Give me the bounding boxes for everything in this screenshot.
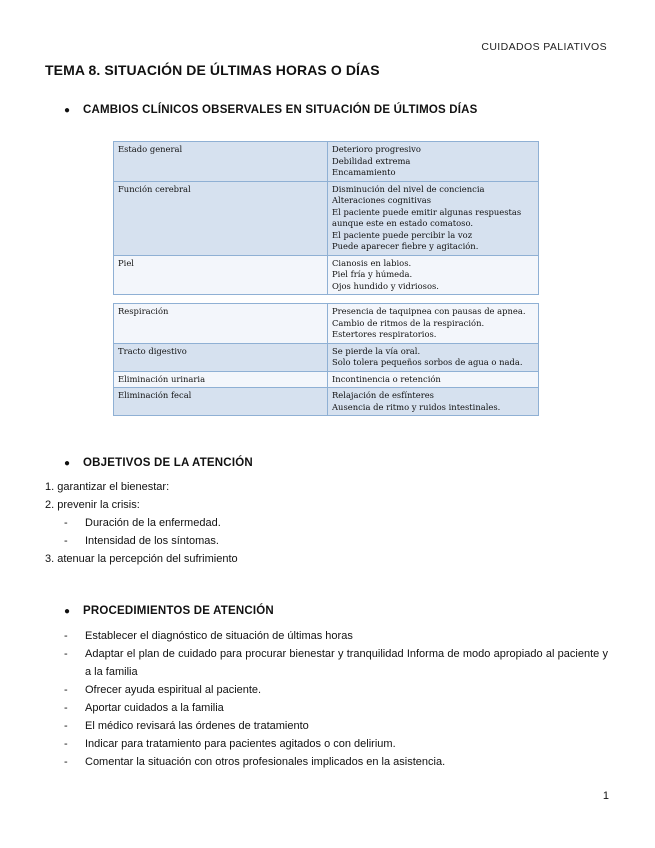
list-item [0,717,608,735]
table-value-line: Cambio de ritmos de la respiración. [332,317,485,328]
table-value-line: aunque este en estado comatoso. [332,218,474,228]
dash-bullet: - [64,738,68,750]
list-item [0,645,608,681]
sub-item-text: Duración de la enfermedad. [85,517,221,529]
table-row [114,343,539,371]
objectives-list [0,478,238,568]
dash-bullet: - [64,684,68,696]
table-value-cell [328,343,539,371]
list-item-text: prevenir la crisis: [57,499,140,511]
table-key-cell: Estado general [114,142,328,182]
bullet-icon: ● [64,105,71,116]
list-item [0,627,608,645]
clinical-changes-table-2 [113,303,539,416]
dash-bullet: - [64,702,68,714]
table-key-cell: Eliminación urinaria [114,371,328,388]
sub-item-text: Intensidad de los síntomas. [85,535,219,547]
table-value-cell [328,388,539,416]
table-value-line: Presencia de taquipnea con pausas de apnea. [332,306,526,316]
list-number: 1. [45,481,55,493]
list-item-text: Establecer el diagnóstico de situación de últimas horas [85,630,353,642]
table-row [114,371,539,388]
list-item-text: Adaptar el plan de cuidado para procurar bienestar y tranquilidad Informa de modo apropiado al paciente y a la familia [85,648,608,678]
list-item-text: El médico revisará las órdenes de tratamiento [85,720,309,732]
dash-bullet: - [64,535,68,547]
table-value-line: Piel fría y húmeda. [332,269,413,279]
section-heading-procedimientos [64,605,274,617]
table-value-line: El paciente puede percibir la voz [332,229,473,240]
dash-bullet: - [64,720,68,732]
table-key-cell: Tracto digestivo [114,343,328,371]
procedures-list [0,627,608,771]
section-heading-objetivos [64,457,253,469]
list-item [0,681,608,699]
table-key-cell: Respiración [114,304,328,344]
section-heading-cambios [64,104,478,116]
list-item [0,550,238,568]
table-value-line: Puede aparecer fiebre y agitación. [332,241,479,251]
list-item-text: Ofrecer ayuda espiritual al paciente. [85,684,262,696]
table-value-line: Encamamiento [332,167,396,177]
table-value-cell [328,142,539,182]
dash-bullet: - [64,630,68,642]
dash-bullet: - [64,756,68,768]
page-number: 1 [602,790,609,802]
list-item [0,735,608,753]
table-value-cell [328,181,539,255]
table-value-line: Debilidad extrema [332,155,411,166]
table-value-line: Se pierde la vía oral. [332,345,421,356]
list-item [0,496,238,514]
list-number: 2. [45,499,55,511]
table-value-line: Solo tolera pequeños sorbos de agua o nada. [332,357,523,367]
table-value-line: Alteraciones cognitivas [332,195,431,205]
list-item [0,478,238,496]
table-row [114,181,539,255]
table-value-line: Cianosis en labios. [332,257,412,268]
list-item [0,699,608,717]
list-item-text: Indicar para tratamiento para pacientes agitados o con delirium. [85,738,396,750]
sub-list-item [0,514,238,532]
table-row [114,388,539,416]
table-row [114,304,539,344]
bullet-icon: ● [64,606,71,617]
list-item [0,753,608,771]
table-value-line: Relajación de esfínteres [332,390,434,400]
table-value-line: Ojos hundido y vidriosos. [332,280,439,291]
table-key-cell: Función cerebral [114,181,328,255]
sub-list-item [0,532,238,550]
list-item-text: atenuar la percepción del sufrimiento [57,553,238,565]
table-value-line: Estertores respiratorios. [332,329,437,339]
list-item-text: garantizar el bienestar: [57,481,170,493]
table-value-line: Ausencia de ritmo y ruidos intestinales. [332,401,501,412]
list-item-text: Comentar la situación con otros profesionales implicados en la asistencia. [85,756,446,768]
list-number: 3. [45,553,55,565]
table-value-line: Disminución del nivel de conciencia [332,183,485,194]
section-heading-text: OBJETIVOS DE LA ATENCIÓN [83,457,253,469]
running-header: CUIDADOS PALIATIVOS [481,41,607,53]
section-heading-text: CAMBIOS CLÍNICOS OBSERVALES EN SITUACIÓN DE ÚLTIMOS DÍAS [83,104,478,116]
table-value-line: El paciente puede emitir algunas respuestas [332,206,522,217]
table-row [114,142,539,182]
list-item-text: Aportar cuidados a la familia [85,702,224,714]
table-value-line: Incontinencia o retención [332,373,441,384]
section-heading-text: PROCEDIMIENTOS DE ATENCIÓN [83,605,274,617]
dash-bullet: - [64,648,68,660]
page-title: TEMA 8. SITUACIÓN DE ÚLTIMAS HORAS O DÍAS [45,62,380,78]
dash-bullet: - [64,517,68,529]
table-value-cell [328,371,539,388]
table-row [114,255,539,295]
table-value-cell [328,304,539,344]
table-key-cell: Eliminación fecal [114,388,328,416]
bullet-icon: ● [64,458,71,469]
table-value-line: Deterioro progresivo [332,144,421,154]
clinical-changes-table-1 [113,141,539,295]
table-value-cell [328,255,539,295]
table-key-cell: Piel [114,255,328,295]
